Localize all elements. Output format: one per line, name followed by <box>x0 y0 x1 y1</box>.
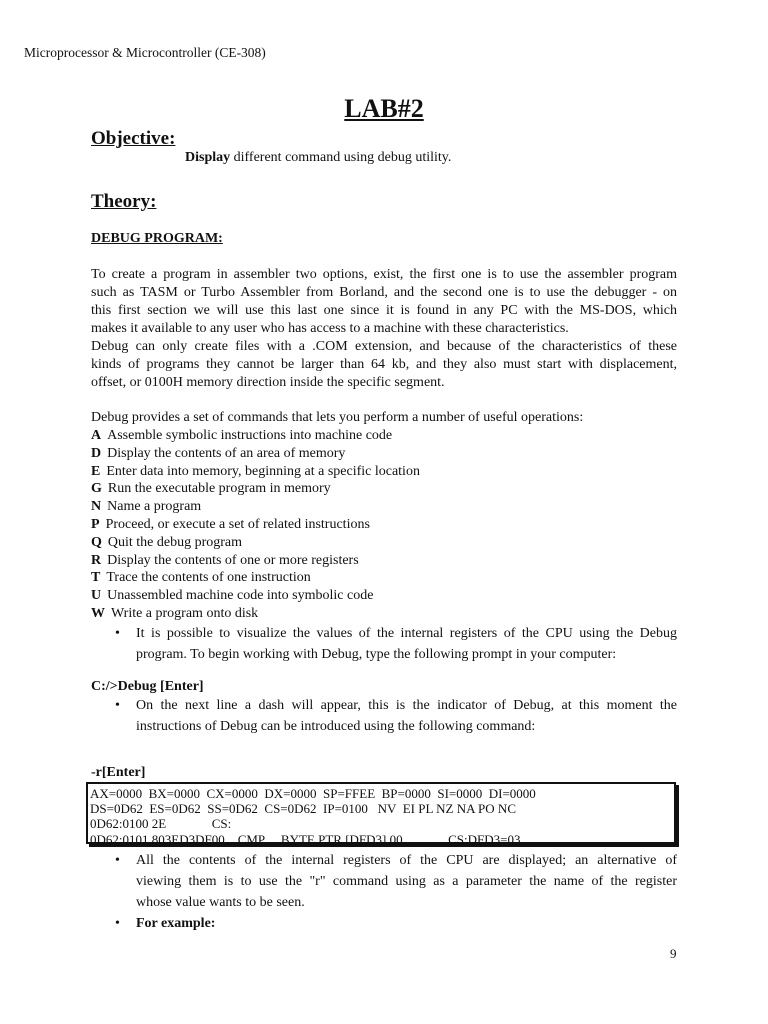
command-desc: Unassembled machine code into symbolic code <box>107 588 374 604</box>
objective-text <box>185 150 451 166</box>
command-key: U <box>91 588 102 604</box>
list-item <box>91 587 420 605</box>
register-line: DS=0D62 ES=0D62 SS=0D62 CS=0D62 IP=0100 NV EI PL NZ NA PO NC <box>90 801 516 817</box>
command-desc: Display the contents of an area of memory <box>107 445 346 461</box>
page-number: 9 <box>670 946 677 961</box>
command-key: E <box>91 463 101 479</box>
theory-paragraph <box>91 266 677 392</box>
bullet-line: instructions of Debug can be introduced using the following command: <box>136 719 536 734</box>
register-line: AX=0000 BX=0000 CX=0000 DX=0000 SP=FFEE BP=0000 SI=0000 DI=0000 <box>90 786 536 801</box>
objective-rest: different command using debug utility. <box>230 150 452 165</box>
paragraph-line: kinds of programs they cannot be larger than 64 kb, and they also must start with displacement, <box>91 357 677 372</box>
register-line: 0D62:0100 2E CS: <box>90 816 232 832</box>
bullet-icon: • <box>115 916 120 931</box>
bullet-line: viewing them is to use the "r" command using as a parameter the name of the register <box>136 874 677 889</box>
lab-title: LAB#2 <box>344 94 424 123</box>
bullet-dash-indicator <box>115 695 677 737</box>
bullet-line: program. To begin working with Debug, type the following prompt in your computer: <box>136 647 617 662</box>
bullet-line: whose value wants to be seen. <box>136 895 305 910</box>
bullet-for-example <box>115 913 677 934</box>
for-example-label: For example: <box>136 916 216 931</box>
list-item <box>91 516 420 534</box>
bullet-icon: • <box>115 853 120 868</box>
commands-intro: Debug provides a set of commands that lets you perform a number of useful operations: <box>91 410 584 425</box>
list-item <box>91 445 420 463</box>
command-key: A <box>91 428 102 443</box>
command-key: G <box>91 481 102 497</box>
bullet-registers-displayed <box>115 850 677 913</box>
paragraph-line: To create a program in assembler two options, exist, the first one is to use the assembler program <box>91 267 677 282</box>
paragraph-line: Debug can only create files with a .COM extension, and because of the characteristics of these <box>91 339 677 354</box>
command-desc: Display the contents of one or more registers <box>107 552 359 568</box>
command-desc: Write a program onto disk <box>111 605 259 621</box>
paragraph-line: such as TASM or Turbo Assembler from Borland, and the second one is to use the debugger - on <box>91 285 677 300</box>
command-desc: Trace the contents of one instruction <box>106 570 311 586</box>
bullet-registers-intro <box>115 623 677 665</box>
command-desc: Assemble symbolic instructions into machine code <box>107 428 393 443</box>
command-desc: Run the executable program in memory <box>107 481 331 497</box>
paragraph-line: offset, or 0100H memory direction inside the specific segment. <box>91 375 445 390</box>
objective-heading: Objective: <box>91 128 176 149</box>
course-header: Microprocessor & Microcontroller (CE-308) <box>24 45 266 60</box>
bullet-icon: • <box>115 698 120 713</box>
list-item <box>91 463 420 481</box>
command-key: R <box>91 552 102 568</box>
bullet-icon: • <box>115 626 120 641</box>
r-command-prompt: -r[Enter] <box>91 765 146 780</box>
debug-program-subheading: DEBUG PROGRAM: <box>91 231 223 246</box>
command-desc: Proceed, or execute a set of related instructions <box>105 516 370 532</box>
register-dump-box <box>86 782 676 847</box>
command-desc: Name a program <box>107 499 202 515</box>
bullet-line: On the next line a dash will appear, this is the indicator of Debug, at this moment the <box>136 698 677 713</box>
debug-prompt: C:/>Debug [Enter] <box>91 679 204 694</box>
command-key: W <box>91 605 105 621</box>
list-item <box>91 480 420 498</box>
list-item <box>91 569 420 587</box>
paragraph-line: this first section we will use this last one since it is found in any PC with the MS-DOS, which <box>91 303 677 318</box>
list-item <box>91 427 420 445</box>
command-desc: Enter data into memory, beginning at a specific location <box>106 463 420 479</box>
command-key: N <box>91 499 102 515</box>
bullet-line: All the contents of the internal registers of the CPU are displayed; an alternative of <box>136 853 677 868</box>
list-item <box>91 552 420 570</box>
command-key: P <box>91 516 100 532</box>
paragraph-line: makes it available to any user who has access to a machine with these characteristics. <box>91 321 569 336</box>
command-key: D <box>91 445 102 461</box>
theory-heading: Theory: <box>91 191 157 212</box>
command-key: T <box>91 570 101 586</box>
command-key: Q <box>91 534 102 550</box>
register-line: 0D62:0101 803ED3DF00 CMP BYTE PTR [DFD3],00 CS:DFD3=03 <box>90 831 521 847</box>
objective-bold: Display <box>185 150 231 165</box>
command-desc: Quit the debug program <box>107 534 243 550</box>
list-item <box>91 498 420 516</box>
command-list <box>91 427 420 623</box>
list-item <box>91 605 420 623</box>
list-item <box>91 534 420 552</box>
bullet-line: It is possible to visualize the values of the internal registers of the CPU using the Debug <box>136 626 677 641</box>
